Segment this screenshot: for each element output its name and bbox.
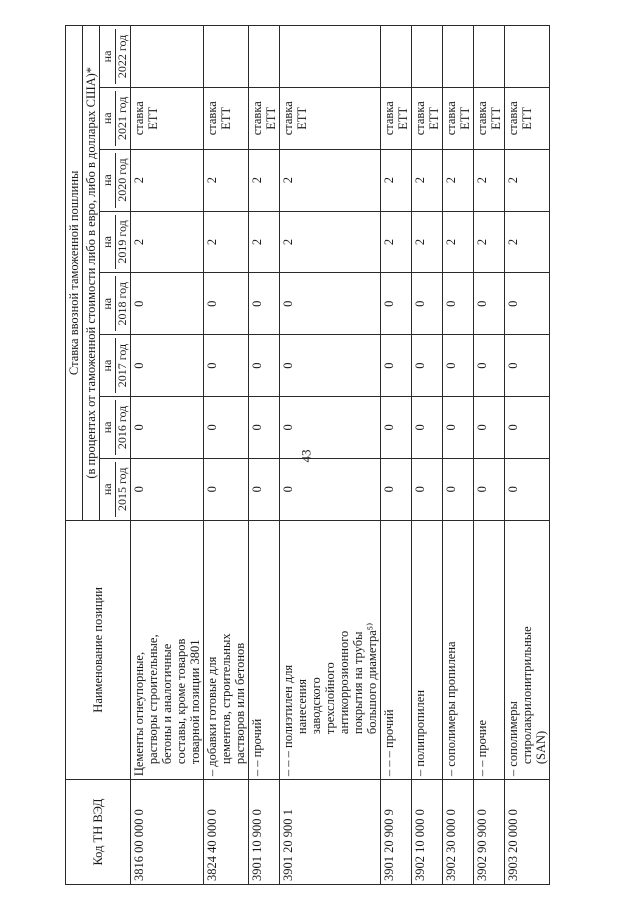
rate-cell: 0	[381, 335, 412, 397]
row-name-line: товарной позиции 3801	[188, 639, 202, 765]
rate-cell: 0	[381, 458, 412, 520]
rate-cell: 0	[412, 335, 443, 397]
row-code: 3901 20 900 9	[381, 780, 412, 885]
page-number: 43	[298, 449, 314, 463]
row-name-line: растворов или бетонов	[233, 642, 247, 765]
rate-cell: ставка ЕТТ	[280, 87, 381, 149]
rate-cell: 0	[474, 273, 505, 335]
row-name-line: – сополимеры	[506, 701, 520, 777]
rate-cell: 2	[443, 149, 474, 211]
row-name-line: – – прочие	[475, 719, 489, 777]
rate-cell: 2	[204, 211, 249, 273]
rate-cell: 0	[249, 273, 280, 335]
rate-cell	[131, 26, 204, 88]
row-code: 3902 10 000 0	[412, 780, 443, 885]
row-code: 3816 00 000 0	[131, 780, 204, 885]
rate-cell: 2	[249, 149, 280, 211]
rate-cell: 2	[249, 211, 280, 273]
header-year-value: 2018 год	[115, 276, 129, 331]
row-name-line: заводского	[309, 677, 323, 735]
header-year-prefix: на	[100, 236, 114, 248]
row-name-line: составы, кроме товаров	[174, 638, 188, 765]
header-year	[100, 273, 131, 335]
row-name-line: – – прочий	[250, 718, 264, 777]
rate-cell: ставка ЕТТ	[443, 87, 474, 149]
header-rate-subtitle: (в процентах от таможенной стоимости либо в евро, либо в долларах США)*	[83, 26, 100, 521]
row-name-line: нанесения	[295, 678, 309, 735]
rate-cell: 2	[131, 211, 204, 273]
header-year	[100, 335, 131, 397]
rate-cell: 0	[443, 335, 474, 397]
row-name-line: – полипропилен	[413, 689, 427, 777]
rate-cell: 0	[280, 273, 381, 335]
rate-cell: 0	[474, 458, 505, 520]
row-name-line: стиролакрилонитрильные	[520, 626, 534, 765]
rate-cell: 2	[474, 211, 505, 273]
rate-cell: 2	[204, 149, 249, 211]
rate-cell: 0	[505, 397, 550, 459]
rate-cell: ставка ЕТТ	[249, 87, 280, 149]
rate-cell: ставка ЕТТ	[474, 87, 505, 149]
rate-cell: ставка ЕТТ	[204, 87, 249, 149]
tariff-table	[65, 25, 550, 885]
row-name	[249, 520, 280, 779]
rate-cell: ставка ЕТТ	[381, 87, 412, 149]
rate-cell: 0	[204, 458, 249, 520]
header-year	[100, 397, 131, 459]
rate-cell: 0	[249, 335, 280, 397]
table-row	[280, 26, 381, 885]
row-name-line: – добавки готовые для	[205, 656, 219, 777]
rate-cell: 0	[412, 458, 443, 520]
rate-cell	[505, 26, 550, 88]
row-name-line: цементов, строительных	[219, 633, 233, 765]
row-name-line: покрытия на трубы	[351, 631, 365, 735]
rate-cell: 0	[381, 397, 412, 459]
rate-cell: 0	[505, 273, 550, 335]
rate-cell: 0	[443, 273, 474, 335]
rate-cell: 2	[280, 211, 381, 273]
table-row	[131, 26, 204, 885]
row-name	[443, 520, 474, 779]
rate-cell: 0	[131, 397, 204, 459]
row-name	[412, 520, 443, 779]
rate-cell: ставка ЕТТ	[412, 87, 443, 149]
rate-cell	[204, 26, 249, 88]
header-year-value: 2019 год	[115, 215, 129, 270]
rate-cell: 0	[249, 458, 280, 520]
rate-cell	[474, 26, 505, 88]
row-code: 3901 10 900 0	[249, 780, 280, 885]
header-year	[100, 26, 131, 88]
header-year-prefix: на	[100, 297, 114, 310]
rate-cell: 0	[505, 335, 550, 397]
table-row	[505, 26, 550, 885]
row-name-line: бетоны и аналогичные	[160, 643, 174, 765]
rate-cell: 2	[474, 149, 505, 211]
row-name	[131, 520, 204, 779]
header-rate-title: Ставка ввозной таможенной пошлины	[66, 26, 83, 521]
header-year-value: 2015 год	[115, 462, 129, 517]
row-code: 3902 90 900 0	[474, 780, 505, 885]
header-year-prefix: на	[100, 50, 114, 63]
header-name: Наименование позиции	[66, 520, 131, 779]
header-year	[100, 211, 131, 273]
rate-cell: 2	[381, 149, 412, 211]
table-row	[249, 26, 280, 885]
table-row	[412, 26, 443, 885]
header-year	[100, 458, 131, 520]
rate-cell: 0	[131, 273, 204, 335]
rate-cell: 0	[443, 458, 474, 520]
rate-cell	[443, 26, 474, 88]
header-year	[100, 87, 131, 149]
header-year-value: 2016 год	[115, 400, 129, 455]
rate-cell: ставка ЕТТ	[131, 87, 204, 149]
rate-cell: 0	[204, 397, 249, 459]
rate-cell	[412, 26, 443, 88]
rate-cell: 2	[381, 211, 412, 273]
rate-cell: 0	[505, 458, 550, 520]
row-name	[204, 520, 249, 779]
rate-cell: 0	[280, 397, 381, 459]
header-year-value: 2020 год	[115, 153, 129, 208]
row-name	[381, 520, 412, 779]
rate-cell: 0	[474, 335, 505, 397]
header-year	[100, 149, 131, 211]
row-name-line: (SAN)	[534, 730, 548, 765]
row-name-line: антикоррозионного	[337, 630, 351, 735]
rate-cell: 0	[412, 397, 443, 459]
row-code: 3901 20 900 1	[280, 780, 381, 885]
row-name-line: большого диаметра⁵⁾	[365, 622, 379, 735]
rate-cell: 0	[381, 273, 412, 335]
header-year-prefix: на	[100, 421, 114, 434]
header-year-value: 2021 год	[115, 91, 129, 146]
rate-cell: 0	[443, 397, 474, 459]
rate-cell: 0	[280, 458, 381, 520]
rate-cell	[381, 26, 412, 88]
header-year-value: 2022 год	[115, 29, 129, 84]
row-name	[280, 520, 381, 779]
rate-cell: 0	[131, 458, 204, 520]
header-year-prefix: на	[100, 483, 114, 496]
rate-cell: 2	[280, 149, 381, 211]
row-name-line: трехслойного	[323, 662, 337, 735]
header-year-prefix: на	[100, 174, 114, 186]
table-row	[443, 26, 474, 885]
rate-cell: 2	[131, 149, 204, 211]
row-name-line: Цементы огнеупорные,	[132, 651, 146, 777]
row-name-line: растворы строительные,	[146, 634, 160, 765]
rate-cell: 2	[412, 211, 443, 273]
table-row	[474, 26, 505, 885]
row-code: 3902 30 000 0	[443, 780, 474, 885]
row-name-line: – сополимеры пропилена	[444, 641, 458, 777]
rate-cell: 0	[131, 335, 204, 397]
table-row	[204, 26, 249, 885]
rate-cell: 0	[280, 335, 381, 397]
rate-cell: 2	[443, 211, 474, 273]
rate-cell: 2	[412, 149, 443, 211]
rate-cell: 0	[412, 273, 443, 335]
rate-cell: 0	[249, 397, 280, 459]
row-code: 3824 40 000 0	[204, 780, 249, 885]
rate-cell	[280, 26, 381, 88]
row-name-line: – – – полиэтилен для	[281, 664, 295, 777]
rate-cell: 0	[204, 273, 249, 335]
rate-cell	[249, 26, 280, 88]
header-year-prefix: на	[100, 359, 114, 372]
rate-cell: 2	[505, 149, 550, 211]
header-year-prefix: на	[100, 112, 114, 125]
row-code: 3903 20 000 0	[505, 780, 550, 885]
rate-cell: 0	[204, 335, 249, 397]
row-name-line: – – – прочий	[382, 709, 396, 777]
rate-cell: 2	[505, 211, 550, 273]
rate-cell: ставка ЕТТ	[505, 87, 550, 149]
table-row	[381, 26, 412, 885]
row-name	[505, 520, 550, 779]
rate-cell: 0	[474, 397, 505, 459]
header-year-value: 2017 год	[115, 338, 129, 393]
row-name	[474, 520, 505, 779]
header-code: Код ТН ВЭД	[66, 780, 131, 885]
